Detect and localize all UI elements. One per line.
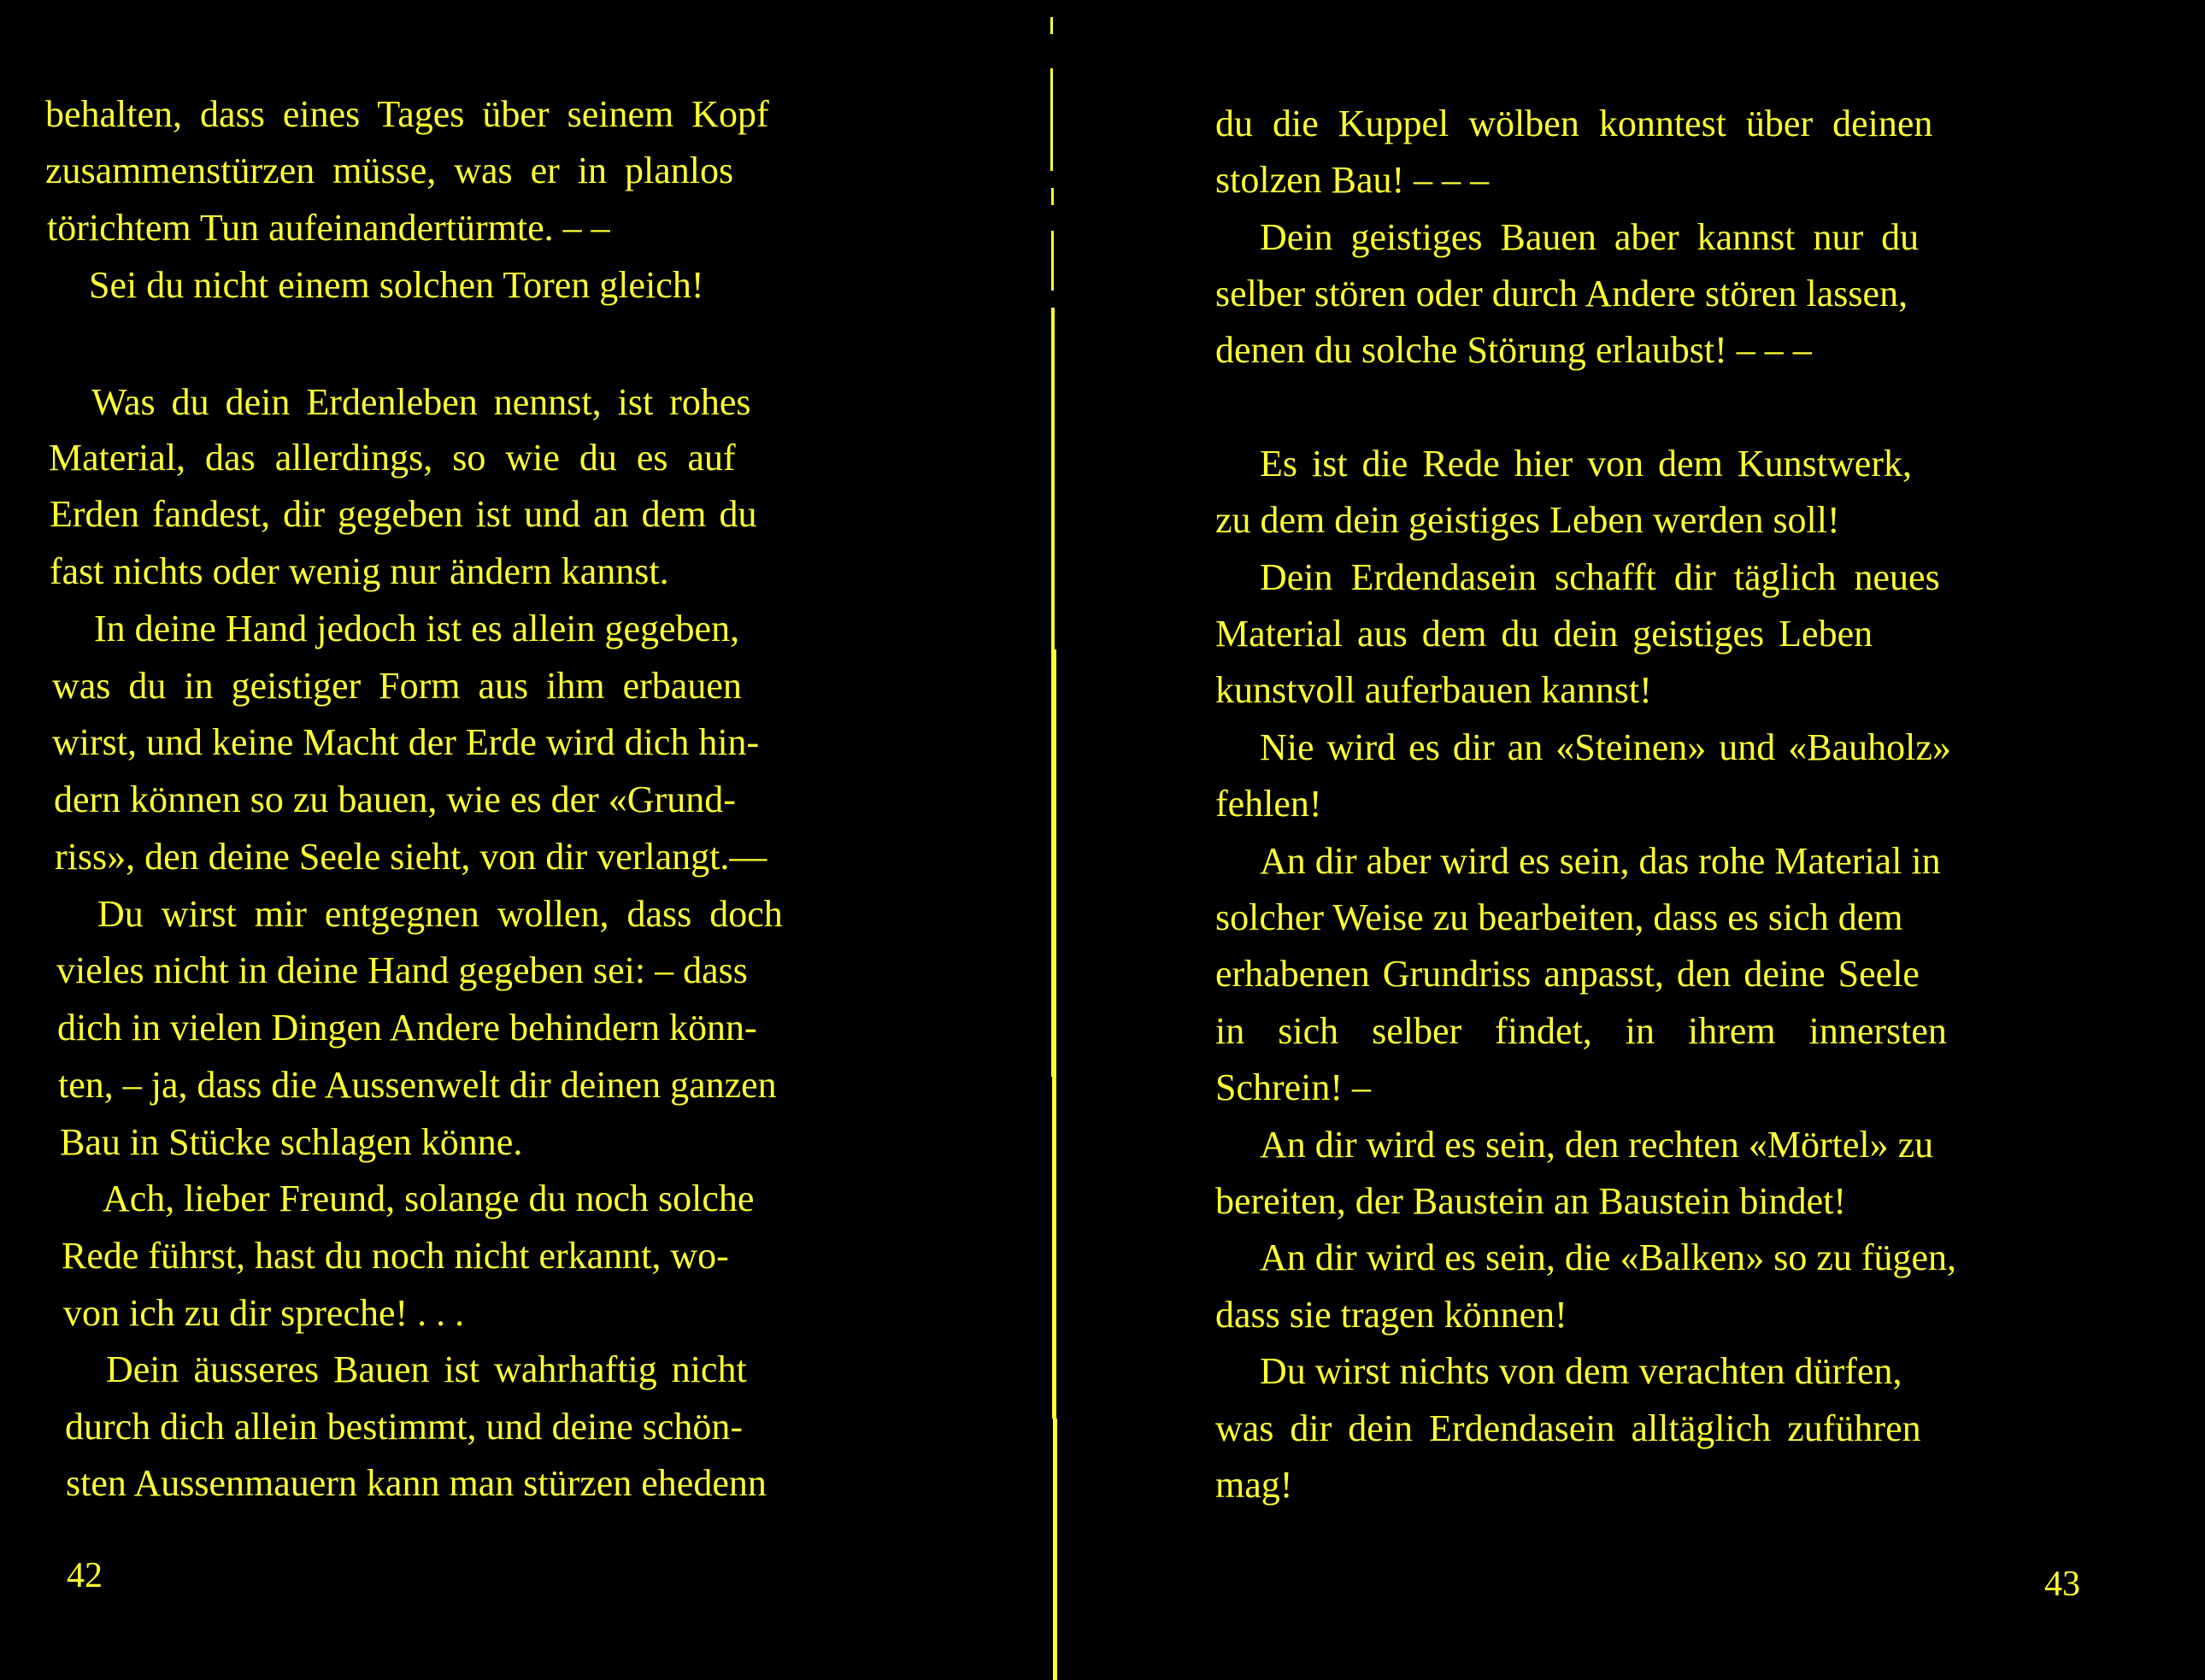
left-page <box>0 0 1026 1680</box>
text-line: An dir wird es sein, die «Balken» so zu fügen, <box>1260 1237 1957 1278</box>
text-line: ten, – ja, dass die Aussenwelt dir deinen ganzen <box>58 1064 777 1106</box>
text-line: sten Aussenmauern kann man stürzen ehedenn <box>66 1462 767 1504</box>
text-line: An dir wird es sein, den rechten «Mörtel» zu <box>1260 1124 1934 1166</box>
text-line: Es ist die Rede hier von dem Kunstwerk, <box>1260 443 1912 485</box>
text-line: dass sie tragen können! <box>1215 1294 1567 1336</box>
text-line: vieles nicht in deine Hand gegeben sei: – dass <box>56 949 748 991</box>
text-line: dich in vielen Dingen Andere behindern könn- <box>57 1007 757 1049</box>
text-line: Du wirst mir entgegnen wollen, dass doch <box>97 893 783 935</box>
text-line: Nie wird es dir an «Steinen» und «Bauholz» <box>1260 726 1951 768</box>
text-line: was dir dein Erdendasein alltäglich zuführen <box>1215 1407 1921 1449</box>
text-line: in sich selber findet, in ihrem innersten <box>1215 1010 1947 1052</box>
text-line: törichtem Tun aufeinandertürmte. – – <box>47 207 610 249</box>
text-line: was du in geistiger Form aus ihm erbauen <box>52 665 742 707</box>
text-line: mag! <box>1215 1464 1293 1506</box>
text-line: erhabenen Grundriss anpasst, den deine Seele <box>1215 953 1920 995</box>
text-line: riss», den deine Seele sieht, von dir verlangt.— <box>55 836 767 878</box>
text-line: kunstvoll auferbauen kannst! <box>1215 669 1652 711</box>
text-line: Erden fandest, dir gegeben ist und an dem du <box>50 493 757 535</box>
text-line: du die Kuppel wölben konntest über deinen <box>1215 103 1933 144</box>
text-line: Dein Erdendasein schafft dir täglich neues <box>1260 556 1940 598</box>
text-line: solcher Weise zu bearbeiten, dass es sich dem <box>1215 896 1903 938</box>
book-spine-divider <box>1049 17 1057 1680</box>
text-line: An dir aber wird es sein, das rohe Material in <box>1260 840 1941 882</box>
text-line: Material, das allerdings, so wie du es auf <box>49 437 736 479</box>
page-number: 42 <box>67 1556 103 1595</box>
text-line: Bau in Stücke schlagen könne. <box>60 1121 523 1163</box>
text-line: Schrein! – <box>1215 1066 1372 1108</box>
text-line: durch dich allein bestimmt, und deine schön- <box>65 1406 744 1448</box>
text-line: selber stören oder durch Andere stören lassen, <box>1215 273 1908 314</box>
right-page <box>1111 0 2205 1680</box>
text-line: Sei du nicht einem solchen Toren gleich! <box>89 264 704 306</box>
text-line: zusammenstürzen müsse, was er in planlos <box>45 150 734 191</box>
text-line: denen du solche Störung erlaubst! – – – <box>1215 329 1812 371</box>
text-line: fehlen! <box>1215 783 1322 825</box>
text-line: Du wirst nichts von dem verachten dürfen, <box>1260 1350 1902 1392</box>
text-line: Ach, lieber Freund, solange du noch solche <box>103 1178 755 1219</box>
text-line: zu dem dein geistiges Leben werden soll! <box>1215 499 1840 541</box>
text-line: bereiten, der Baustein an Baustein bindet! <box>1215 1180 1846 1222</box>
text-line: Dein äusseres Bauen ist wahrhaftig nicht <box>106 1348 747 1390</box>
text-line: behalten, dass eines Tages über seinem Kopf <box>45 93 769 135</box>
text-line: von ich zu dir spreche! . . . <box>63 1292 465 1334</box>
page-number: 43 <box>2044 1565 2080 1604</box>
text-line: Dein geistiges Bauen aber kannst nur du <box>1260 216 1920 258</box>
text-line: Rede führst, hast du noch nicht erkannt, wo- <box>62 1235 729 1277</box>
text-line: stolzen Bau! – – – <box>1215 159 1490 201</box>
text-line: In deine Hand jedoch ist es allein gegeben, <box>94 608 740 649</box>
text-line: fast nichts oder wenig nur ändern kannst. <box>50 550 669 592</box>
text-line: Material aus dem du dein geistiges Leben <box>1215 613 1873 655</box>
text-line: wirst, und keine Macht der Erde wird dich hin- <box>52 721 760 763</box>
text-line: dern können so zu bauen, wie es der «Grund- <box>54 778 736 820</box>
text-line: Was du dein Erdenleben nennst, ist rohes <box>91 381 751 423</box>
